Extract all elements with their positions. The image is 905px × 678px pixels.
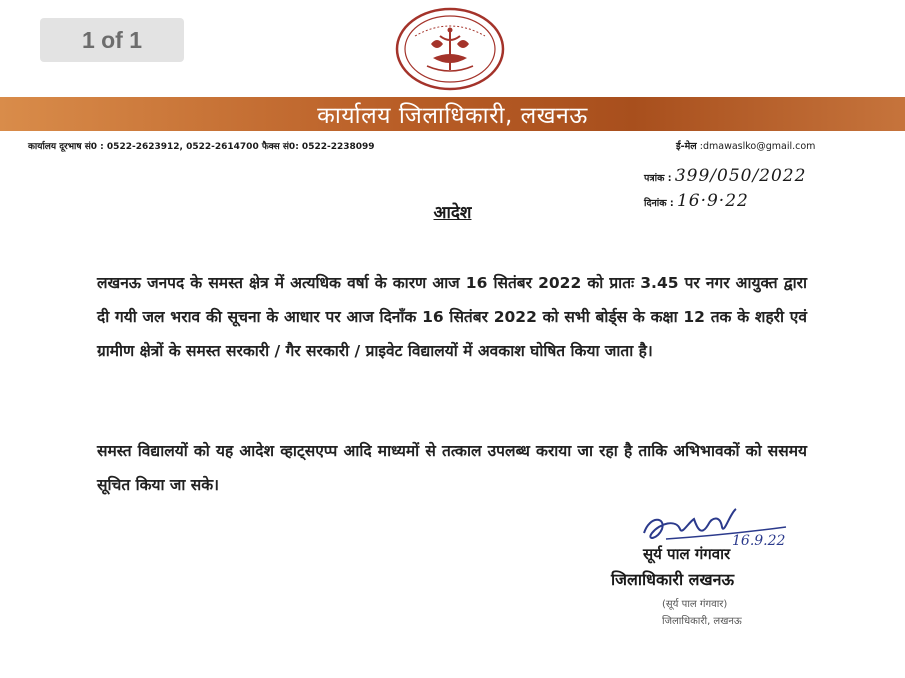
letter-number xyxy=(644,166,806,186)
signature-handwritten-date: 16.9.22 xyxy=(732,533,786,549)
page-indicator: 1 of 1 xyxy=(40,18,184,62)
letter-date-value: 16·9·22 xyxy=(676,191,749,211)
letterhead-band xyxy=(0,97,905,131)
email-value: :dmawaslko@gmail.com xyxy=(699,141,816,152)
office-title: कार्यालय जिलाधिकारी, लखनऊ xyxy=(317,103,588,129)
office-contact: कार्यालय दूरभाष सं0 : 0522-2623912, 0522-2614700 फैक्स सं0: 0522-2238099 xyxy=(28,142,375,152)
up-state-emblem-icon xyxy=(393,6,507,92)
order-heading-wrap xyxy=(0,200,905,223)
order-paragraph-2: समस्त विद्यालयों को यह आदेश व्हाट्सएप्प आदि माध्यमों से तत्काल उपलब्ध कराया जा रहा है ताकि अभिभावकों को ससमय सूचित किया जा सके। xyxy=(97,442,807,494)
letter-date-label: दिनांक : xyxy=(644,198,674,209)
order-paragraph-1: लखनऊ जनपद के समस्त क्षेत्र में अत्यधिक वर्षा के कारण आज 16 सितंबर 2022 को प्रातः 3.45 पर नगर आयुक्त द्वारा दी गयी जल भराव की सूचना के आधार पर आज दिनाँक 16 सितंबर 2022 को सभी बोर्ड्स के कक्षा 12 तक के शहरी एवं ग्रामीण क्षेत्रों के समस्त सरकारी / गैर सरकारी / प्राइवेट विद्यालयों में अवकाश घोषित किया जाता है। xyxy=(97,274,807,360)
letter-number-label: पत्रांक : xyxy=(644,173,672,184)
email-label: ई-मेल xyxy=(676,141,697,152)
letter-number-value: 399/050/2022 xyxy=(674,166,807,186)
signatory-designation: जिलाधिकारी लखनऊ xyxy=(611,570,735,589)
stamp-name: (सूर्य पाल गंगवार) xyxy=(662,599,728,610)
office-email xyxy=(676,139,815,152)
signatory-name: सूर्य पाल गंगवार xyxy=(643,545,731,563)
order-heading: आदेश xyxy=(433,203,472,223)
stamp-designation: जिलाधिकारी, लखनऊ xyxy=(662,616,742,627)
